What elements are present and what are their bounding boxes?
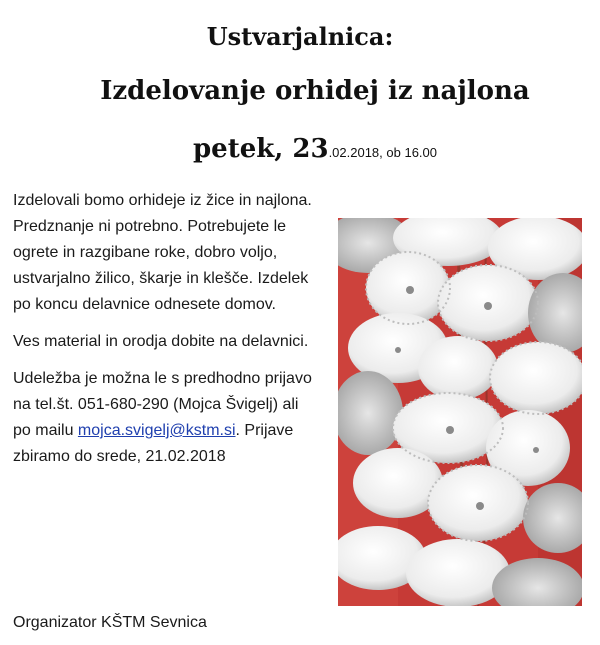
description <box>13 188 313 481</box>
registration-paragraph <box>13 366 313 470</box>
orchid-petals <box>338 218 582 606</box>
orchid-photo <box>338 218 582 606</box>
email-link[interactable]: mojca.svigelj@kstm.si <box>77 422 236 439</box>
title-line-1: Ustvarjalnica: <box>206 22 394 51</box>
description-paragraph-1: Izdelovali bomo orhideje iz žice in najlona. Predznanje ni potrebno. Potrebujete le ogrete in razgibane roke, dobro voljo, ustvarjalno žilico, škarje in klešče. Izdelek po koncu delavnice odnesete domov. <box>13 192 312 313</box>
orchid-photo-drawing <box>338 218 582 606</box>
registration-deadline: . Prijave zbiramo do srede, 21.02.2018 <box>13 422 294 465</box>
description-paragraph-2: Ves material in orodja dobite na delavnici. <box>13 333 309 350</box>
title-line-2: Izdelovanje orhidej iz najlona <box>100 76 530 106</box>
event-date-day: petek, 23 <box>192 134 329 164</box>
event-date-time: .02.2018, ob 16.00 <box>328 145 437 160</box>
registration-text: Udeležba je možna le s predhodno prijavo na tel.št. 051-680-290 (Mojca Švigelj) ali po mailu <box>13 370 312 439</box>
organizer-text: Organizator KŠTM Sevnica <box>13 614 207 631</box>
event-date <box>0 134 600 164</box>
